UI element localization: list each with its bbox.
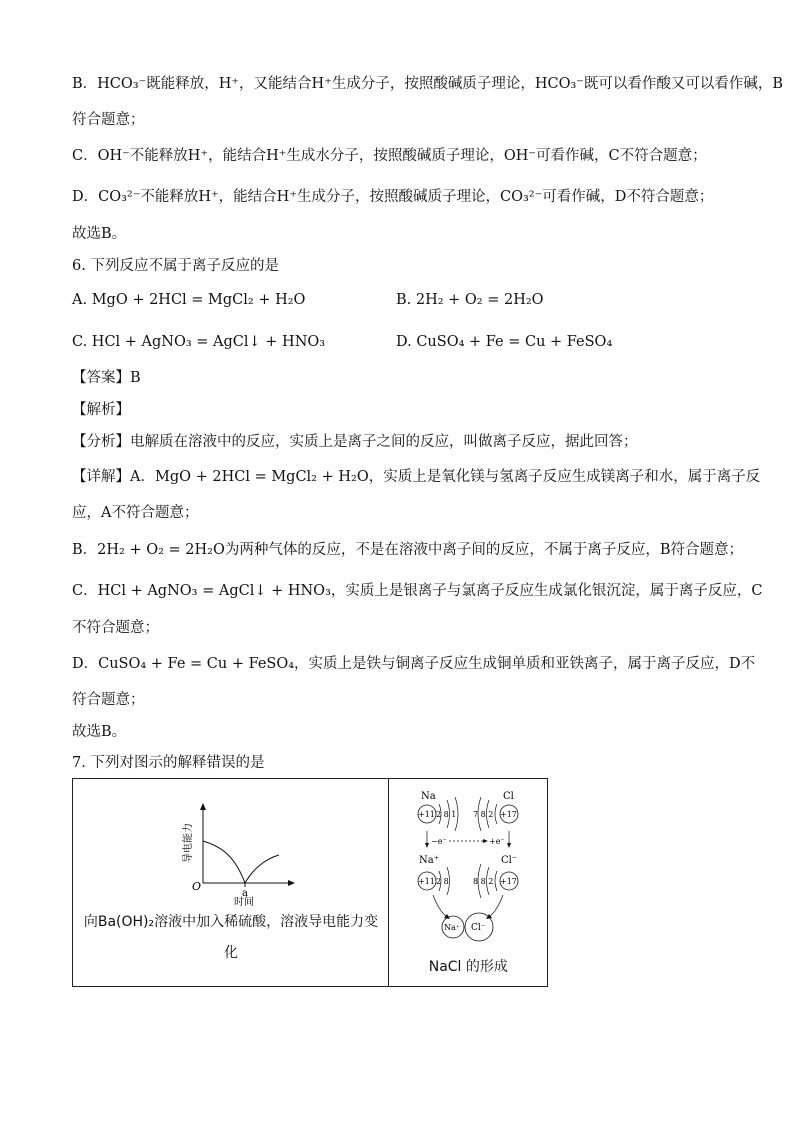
cl-shell-arc-1 — [495, 804, 497, 824]
na-down-arrowhead — [425, 843, 429, 848]
q5-option-c-line: C．OH⁻不能释放H⁺，能结合H⁺生成水分子，按照酸碱质子理论，OH⁻可看作碱，C不符合题意； — [72, 148, 707, 164]
q6-detail-d-line2: 符合题意； — [72, 692, 145, 708]
electron-transfer-arrowhead — [483, 839, 488, 843]
graph-xlabel: 时间 — [234, 897, 254, 908]
q7-left-cell — [73, 779, 389, 987]
q6-option-a: A. MgO + 2HCl = MgCl₂ + H₂O — [72, 292, 306, 308]
cl-ion-label: Cl⁻ — [501, 855, 518, 866]
graph-origin: O — [192, 880, 202, 893]
q5-option-b-line1: B．HCO₃⁻既能释放，H⁺，又能结合H⁺生成分子，按照酸碱质子理论，HCO₃⁻既可以看作酸又可以看作碱，B — [72, 76, 784, 92]
conductivity-graph — [73, 779, 389, 909]
left-caption-1: 向Ba(OH)₂溶液中加入稀硫酸，溶液导电能力变 — [83, 914, 379, 930]
na-ion-shells: 2 8 — [436, 877, 450, 886]
cl-atom-label: Cl — [503, 791, 515, 802]
cl-down-arrowhead — [507, 843, 511, 848]
cl-shells: 7 8 2 — [473, 810, 494, 819]
x-axis-arrow — [288, 880, 295, 886]
q6-stem: 6. 下列反应不属于离子反应的是 — [72, 258, 279, 274]
q6-option-b: B. 2H₂ + O₂ = 2H₂O — [396, 292, 544, 308]
graph-point-a: a — [242, 888, 248, 899]
q6-answer: 【答案】B — [72, 370, 141, 386]
q7-right-cell — [389, 779, 548, 987]
electron-gained: +e⁻ — [489, 837, 505, 846]
cl-ion-circle-label: Cl⁻ — [471, 923, 486, 933]
q5-option-b-line2: 符合题意； — [72, 112, 145, 128]
conductivity-curve — [203, 841, 279, 883]
nacl-formation-diagram — [389, 779, 547, 949]
cl-ion-shell-arc-1 — [495, 871, 497, 891]
na-ion-circle-label: Na⁺ — [444, 923, 461, 932]
q6-detail-a-line2: 应，A不符合题意； — [72, 505, 199, 521]
q6-analysis-title: 【解析】 — [72, 402, 130, 418]
cl-ion-shells: 8 8 2 — [473, 877, 494, 886]
q6-detail-c-line1: C．HCl + AgNO₃ = AgCl↓ + HNO₃，实质上是银离子与氯离子反应生成氯化银沉淀，属于离子反应，C — [72, 583, 763, 599]
q6-analysis: 【分析】电解质在溶液中的反应，实质上是离子之间的反应，叫做离子反应，据此回答； — [72, 434, 638, 450]
right-caption: NaCl 的形成 — [428, 959, 508, 975]
q6-detail-a-line1: 【详解】A．MgO + 2HCl = MgCl₂ + H₂O，实质上是氧化镁与氢离子反应生成镁离子和水，属于离子反 — [72, 469, 761, 485]
na-ion-label: Na⁺ — [419, 855, 440, 866]
q6-detail-b: B．2H₂ + O₂ = 2H₂O为两种气体的反应，不是在溶液中离子间的反应，不属于离子反应，B符合题意； — [72, 542, 743, 558]
na-nucleus: +11 — [418, 810, 436, 819]
cl-ion-nucleus: +17 — [500, 877, 518, 886]
q5-conclusion: 故选B。 — [72, 226, 127, 242]
na-atom-label: Na — [421, 791, 437, 802]
q6-option-d: D. CuSO₄ + Fe = Cu + FeSO₄ — [396, 334, 613, 350]
graph-ylabel: 导电能力 — [183, 823, 194, 863]
y-axis-arrow — [200, 803, 206, 810]
electron-lost: −e⁻ — [431, 837, 447, 846]
left-caption-2: 化 — [224, 945, 238, 961]
q6-conclusion: 故选B。 — [72, 724, 127, 740]
na-shells: 2 8 1 — [436, 810, 457, 819]
na-to-compound-arrow — [433, 895, 447, 917]
q6-option-c: C. HCl + AgNO₃ = AgCl↓ + HNO₃ — [72, 334, 326, 350]
q7-stem: 7. 下列对图示的解释错误的是 — [72, 755, 265, 771]
cl-to-compound-arrow — [489, 895, 503, 917]
q7-figure-table — [72, 778, 548, 987]
q6-detail-c-line2: 不符合题意； — [72, 620, 159, 636]
q5-option-d-line: D．CO₃²⁻不能释放H⁺，能结合H⁺生成分子，按照酸碱质子理论，CO₃²⁻可看作碱，D不符合题意； — [72, 189, 714, 205]
q6-detail-d-line1: D．CuSO₄ + Fe = Cu + FeSO₄，实质上是铁与铜离子反应生成铜单质和亚铁离子，属于离子反应，D不 — [72, 656, 756, 672]
na-ion-nucleus: +11 — [418, 877, 436, 886]
cl-nucleus: +17 — [500, 810, 518, 819]
